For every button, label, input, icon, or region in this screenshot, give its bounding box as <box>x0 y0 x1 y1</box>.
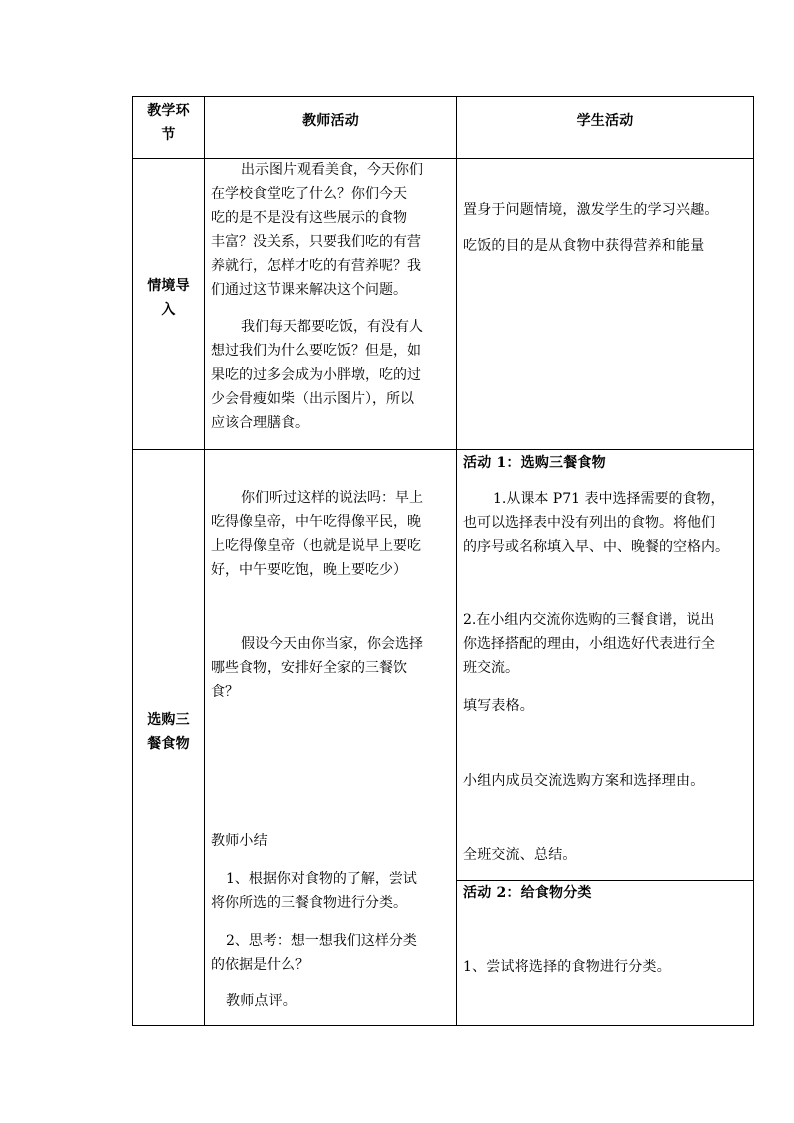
table-border-bottom <box>132 1025 754 1026</box>
row1-student-line-1: 置身于问题情境，激发学生的学习兴趣。 <box>463 202 719 218</box>
row2-teacher-summary-title: 教师小结 <box>211 833 268 849</box>
row1-teacher-paragraph-2: 我们每天都要吃饭，有没有人 想过我们为什么要吃饭？但是，如 果吃的过多会成为小胖墩，吃的过 少会骨瘦如柴（出示图片），所以 应该合理膳食。 <box>211 319 423 431</box>
header-stage-line2: 节 <box>161 127 176 143</box>
activity-2-step-1: 1、尝试将选择的食物进行分类。 <box>463 959 671 975</box>
table-border-right <box>753 96 754 1026</box>
row2-teacher-review: 教师点评。 <box>226 993 297 1009</box>
activity-1-step-1: 1.从课本 P71 表中选择需要的食物， 也可以选择表中没有列出的食物。将他们 的序号或名称填入早、中、晚餐的空格内。 <box>463 491 729 555</box>
row2-teacher-paragraph-3: 1、根据你对食物的了解，尝试 将你所选的三餐食物进行分类。 <box>211 871 417 911</box>
table-border-top <box>132 96 754 97</box>
row1-stage-line1: 情境导 <box>147 278 190 294</box>
header-stage-line1: 教学环 <box>147 103 190 119</box>
table-col-divider-2 <box>456 96 457 1026</box>
row1-student-line-2: 吃饭的目的是从食物中获得营养和能量 <box>463 238 705 254</box>
header-student: 学生活动 <box>576 113 634 129</box>
table-row-divider <box>132 449 754 450</box>
activity-2-title: 活动 2：给食物分类 <box>463 885 592 901</box>
activity-1-group-exchange: 小组内成员交流选购方案和选择理由。 <box>463 773 705 789</box>
activity-1-class-summary: 全班交流、总结。 <box>463 847 577 863</box>
row2-teacher-paragraph-4: 2、思考：想一想我们这样分类 的依据是什么？ <box>211 933 417 973</box>
row1-stage-line2: 入 <box>161 302 176 318</box>
row1-teacher-paragraph-1: 出示图片观看美食，今天你们 在学校食堂吃了什么？你们今天 吃的是不是没有这些展示的食物 丰富？没关系，只要我们吃的有营 养就行，怎样才吃的有营养呢？我 们通过这节课来解决这个问题。 <box>211 162 423 298</box>
row2-stage-line2: 餐食物 <box>147 736 190 752</box>
activity-1-fill-table: 填写表格。 <box>463 698 534 714</box>
row2-teacher-paragraph-1: 你们听过这样的说法吗：早上 吃得像皇帝，中午吃得像平民，晚 上吃得像皇帝（也就是说早上要吃 好，中午要吃饱，晚上要吃少） <box>211 490 423 578</box>
table-border-left <box>132 96 133 1026</box>
row2-teacher-paragraph-2: 假设今天由你当家，你会选择 哪些食物，安排好全家的三餐饮 食？ <box>211 636 423 700</box>
header-teacher: 教师活动 <box>302 113 359 129</box>
row2-stage-line1: 选购三 <box>147 712 190 728</box>
table-col-divider-1 <box>204 96 205 1026</box>
activity-1-step-2: 2.在小组内交流你选购的三餐食谱，说出 你选择搭配的理由，小组选好代表进行全 班交流。 <box>463 612 715 676</box>
activity-1-title: 活动 1：选购三餐食物 <box>463 455 606 471</box>
